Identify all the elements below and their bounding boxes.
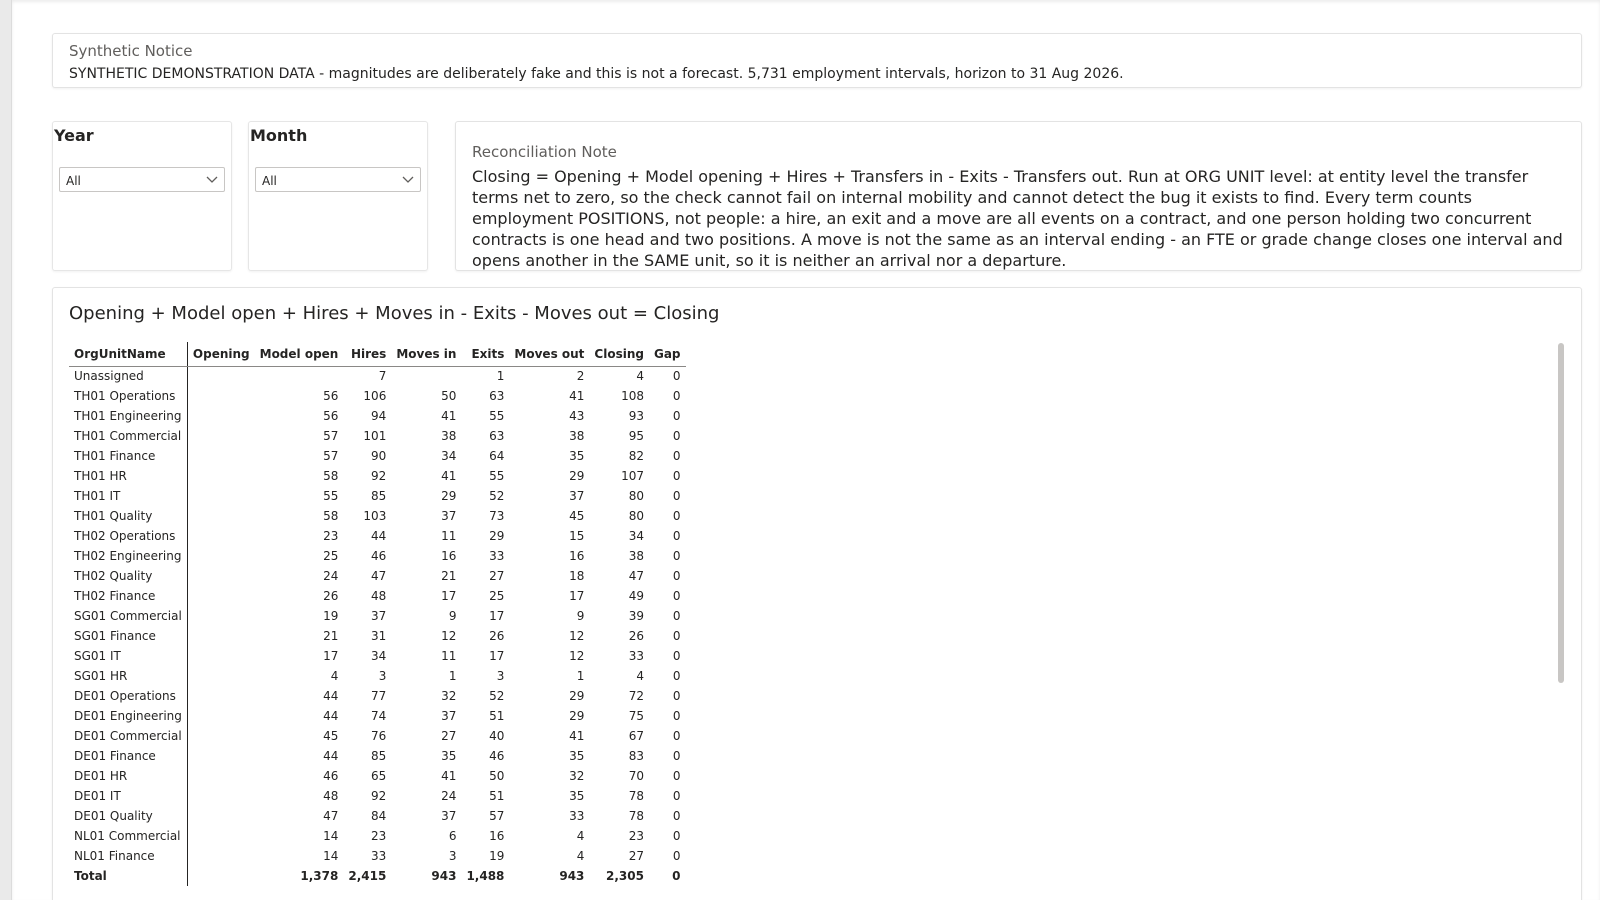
table-cell: 0: [672, 609, 681, 623]
table-cell: [187, 866, 254, 886]
month-dropdown-value: All: [262, 174, 277, 188]
table-cell: NL01 Finance: [69, 846, 187, 866]
table-cell: [187, 606, 254, 626]
table-cell: 25: [489, 589, 505, 603]
table-cell: 1,488: [466, 869, 505, 883]
table-cell: 0: [672, 769, 681, 783]
table-cell: DE01 Finance: [69, 746, 187, 766]
table-cell: [187, 706, 254, 726]
report-canvas: [11, 0, 1600, 900]
table-cell: 94: [371, 409, 387, 423]
table-cell: [187, 506, 254, 526]
table-cell: 0: [672, 529, 681, 543]
table-cell: 21: [323, 629, 339, 643]
table-row: [69, 566, 686, 586]
table-cell: 17: [441, 589, 457, 603]
table-cell: 16: [441, 549, 457, 563]
table-cell: 0: [672, 869, 681, 883]
table-cell: DE01 Operations: [69, 686, 187, 706]
table-cell: 6: [448, 829, 457, 843]
table-cell: 0: [672, 849, 681, 863]
table-cell: 21: [441, 569, 457, 583]
table-cell: SG01 HR: [69, 666, 187, 686]
table-cell: 0: [672, 409, 681, 423]
month-slicer: [248, 121, 428, 271]
year-slicer: [52, 121, 232, 271]
table-cell: [187, 666, 254, 686]
table-cell: 0: [672, 369, 681, 384]
reconciliation-note-card: [455, 121, 1582, 271]
table-row: [69, 386, 686, 406]
table-cell: 29: [569, 709, 585, 723]
table-cell: 16: [569, 549, 585, 563]
table-cell: [187, 766, 254, 786]
table-cell: 27: [489, 569, 505, 583]
reconciliation-title: Reconciliation Note: [472, 143, 617, 161]
chevron-down-icon: [402, 175, 414, 185]
table-cell: 23: [628, 829, 644, 843]
table-cell: TH01 HR: [69, 466, 187, 486]
table-cell: 35: [569, 789, 585, 803]
table-cell: 50: [489, 769, 505, 783]
table-cell: SG01 IT: [69, 646, 187, 666]
table-cell: [187, 526, 254, 546]
table-cell: 55: [323, 489, 339, 503]
table-cell: [187, 746, 254, 766]
table-cell: 2,415: [348, 869, 387, 883]
table-cell: [255, 366, 344, 386]
column-header[interactable]: OrgUnitName: [69, 342, 187, 366]
table-cell: 17: [569, 589, 585, 603]
month-slicer-title: Month: [250, 126, 308, 145]
column-header[interactable]: Opening: [187, 342, 254, 366]
chevron-down-icon: [206, 175, 218, 185]
table-cell: TH02 Operations: [69, 526, 187, 546]
table-cell: 55: [489, 469, 505, 483]
table-cell: 40: [489, 729, 505, 743]
table-row: [69, 366, 686, 386]
table-cell: 44: [371, 529, 387, 543]
table-cell: 1: [496, 369, 505, 384]
notice-title: Synthetic Notice: [69, 42, 193, 60]
table-cell: [187, 826, 254, 846]
table-cell: 3: [378, 669, 387, 683]
table-cell: 33: [489, 549, 505, 563]
table-cell: 18: [569, 569, 585, 583]
table-cell: 9: [448, 609, 457, 623]
table-cell: 56: [323, 389, 339, 403]
table-cell: 35: [569, 749, 585, 763]
table-cell: 4: [576, 829, 585, 843]
table-cell: 0: [672, 789, 681, 803]
table-row: [69, 726, 686, 746]
reconciliation-text: Closing = Opening + Model opening + Hires + Transfers in - Exits - Transfers out. Run at ORG UNIT level: at entity level the transfer terms net to zero, so the check cannot fail on internal mobility and cannot detect the bug it exists to find. Every term counts employment POSITIONS, not people: a hire, an exit and a move are all events on a contract, and one person holding two concurrent contracts is one head and two positions. A move is not the same as an interval ending - an FTE or grade change closes one interval and opens another in the SAME unit, so it is neither an arrival nor a departure.: [472, 167, 1563, 270]
table-cell: 0: [672, 749, 681, 763]
table-row: [69, 646, 686, 666]
table-cell: 7: [378, 369, 387, 384]
table-cell: 32: [441, 689, 457, 703]
table-cell: [187, 806, 254, 826]
table-cell: 943: [431, 869, 457, 883]
table-row: [69, 486, 686, 506]
table-cell: 41: [441, 769, 457, 783]
table-cell: [391, 366, 461, 386]
table-cell: 0: [672, 689, 681, 703]
synthetic-notice-card: [52, 33, 1582, 88]
table-cell: [187, 626, 254, 646]
table-row: [69, 466, 686, 486]
table-cell: 33: [569, 809, 585, 823]
table-cell: 80: [628, 489, 644, 503]
year-dropdown[interactable]: [59, 167, 225, 192]
table-cell: 19: [489, 849, 505, 863]
table-cell: TH01 Finance: [69, 446, 187, 466]
table-cell: 90: [371, 449, 387, 463]
table-cell: 57: [323, 429, 339, 443]
table-cell: 12: [569, 649, 585, 663]
table-cell: DE01 Commercial: [69, 726, 187, 746]
table-cell: 37: [441, 509, 457, 523]
table-cell: [187, 446, 254, 466]
table-cell: 34: [628, 529, 644, 543]
column-header[interactable]: Moves in: [391, 342, 461, 366]
table-cell: 23: [323, 529, 339, 543]
table-row: [69, 746, 686, 766]
table-cell: 27: [441, 729, 457, 743]
table-cell: 95: [628, 429, 644, 443]
table-cell: [187, 846, 254, 866]
table-cell: 80: [628, 509, 644, 523]
table-cell: 37: [441, 709, 457, 723]
table-cell: TH01 Commercial: [69, 426, 187, 446]
table-cell: 77: [371, 689, 387, 703]
table-cell: 43: [569, 409, 585, 423]
table-cell: 41: [569, 389, 585, 403]
table-cell: 0: [672, 549, 681, 563]
table-cell: 0: [672, 589, 681, 603]
table-row: [69, 686, 686, 706]
table-row: [69, 706, 686, 726]
table-cell: 47: [628, 569, 644, 583]
table-cell: TH01 IT: [69, 486, 187, 506]
table-cell: 92: [371, 469, 387, 483]
table-cell: 55: [489, 409, 505, 423]
table-row: [69, 446, 686, 466]
table-cell: 44: [323, 689, 339, 703]
table-cell: DE01 Engineering: [69, 706, 187, 726]
table-cell: 83: [628, 749, 644, 763]
table-cell: 17: [489, 609, 505, 623]
table-cell: 52: [489, 489, 505, 503]
table-title: Opening + Model open + Hires + Moves in - Exits - Moves out = Closing: [69, 303, 720, 324]
table-cell: 16: [489, 829, 505, 843]
table-cell: 9: [576, 609, 585, 623]
table-cell: 38: [628, 549, 644, 563]
table-cell: 93: [628, 409, 644, 423]
table-cell: 74: [371, 709, 387, 723]
table-cell: 26: [628, 629, 644, 643]
table-row: [69, 626, 686, 646]
table-cell: 0: [672, 669, 681, 683]
table-cell: TH02 Engineering: [69, 546, 187, 566]
table-cell: [187, 686, 254, 706]
table-cell: 19: [323, 609, 339, 623]
table-cell: 103: [363, 509, 387, 523]
table-cell: 45: [323, 729, 339, 743]
table-cell: 51: [489, 789, 505, 803]
table-cell: 92: [371, 789, 387, 803]
table-cell: 2: [576, 369, 585, 384]
table-cell: 75: [628, 709, 644, 723]
table-cell: 3: [496, 669, 505, 683]
table-row: [69, 426, 686, 446]
table-cell: 47: [371, 569, 387, 583]
table-cell: 76: [371, 729, 387, 743]
table-cell: [187, 566, 254, 586]
table-cell: 44: [323, 709, 339, 723]
column-header[interactable]: Exits: [461, 342, 509, 366]
table-cell: TH02 Quality: [69, 566, 187, 586]
table-cell: 107: [621, 469, 644, 483]
table-cell: SG01 Finance: [69, 626, 187, 646]
column-header[interactable]: Model open: [255, 342, 344, 366]
table-cell: 37: [441, 809, 457, 823]
table-cell: 48: [323, 789, 339, 803]
table-cell: 943: [559, 869, 585, 883]
table-cell: 12: [441, 629, 457, 643]
table-cell: [187, 466, 254, 486]
table-cell: 56: [323, 409, 339, 423]
table-cell: 31: [371, 629, 387, 643]
table-cell: NL01 Commercial: [69, 826, 187, 846]
table-cell: 29: [489, 529, 505, 543]
table-row: [69, 786, 686, 806]
table-row: [69, 606, 686, 626]
table-cell: [187, 366, 254, 386]
table-cell: 84: [371, 809, 387, 823]
table-cell: 29: [569, 469, 585, 483]
table-cell: 26: [323, 589, 339, 603]
table-cell: 0: [672, 649, 681, 663]
table-cell: 34: [441, 449, 457, 463]
table-cell: DE01 Quality: [69, 806, 187, 826]
table-cell: 85: [371, 749, 387, 763]
table-cell: TH01 Engineering: [69, 406, 187, 426]
table-cell: 0: [672, 629, 681, 643]
table-cell: 39: [628, 609, 644, 623]
table-cell: 41: [441, 469, 457, 483]
table-row: [69, 806, 686, 826]
table-cell: 44: [323, 749, 339, 763]
table-cell: 34: [371, 649, 387, 663]
table-cell: 38: [569, 429, 585, 443]
table-cell: 11: [441, 529, 457, 543]
table-cell: 78: [628, 789, 644, 803]
table-cell: 17: [323, 649, 339, 663]
table-cell: [187, 786, 254, 806]
table-cell: 58: [323, 469, 339, 483]
table-cell: 101: [363, 429, 387, 443]
column-header[interactable]: Gap: [649, 342, 686, 366]
table-row: [69, 406, 686, 426]
notice-text: SYNTHETIC DEMONSTRATION DATA - magnitudes are deliberately fake and this is not a forecast. 5,731 employment intervals, horizon to 31 Aug 2026.: [69, 66, 1124, 82]
table-cell: 48: [371, 589, 387, 603]
table-cell: 4: [330, 669, 339, 683]
table-cell: DE01 HR: [69, 766, 187, 786]
table-cell: 14: [323, 829, 339, 843]
table-row: [69, 526, 686, 546]
table-row: [69, 766, 686, 786]
table-cell: 67: [628, 729, 644, 743]
table-cell: TH01 Operations: [69, 386, 187, 406]
table-cell: 65: [371, 769, 387, 783]
column-header[interactable]: Closing: [589, 342, 649, 366]
table-cell: 29: [441, 489, 457, 503]
table-cell: 35: [441, 749, 457, 763]
table-row: [69, 506, 686, 526]
column-header[interactable]: Hires: [343, 342, 391, 366]
table-cell: 37: [569, 489, 585, 503]
table-cell: 1,378: [300, 869, 339, 883]
table-cell: 15: [569, 529, 585, 543]
table-cell: 0: [672, 389, 681, 403]
table-row: [69, 846, 686, 866]
table-cell: 26: [489, 629, 505, 643]
table-cell: [187, 546, 254, 566]
table-cell: 0: [672, 509, 681, 523]
table-cell: 1: [576, 669, 585, 683]
table-cell: TH01 Quality: [69, 506, 187, 526]
table-cell: 57: [323, 449, 339, 463]
table-cell: 35: [569, 449, 585, 463]
year-dropdown-value: All: [66, 174, 81, 188]
table-cell: [187, 426, 254, 446]
table-cell: 37: [371, 609, 387, 623]
table-cell: 78: [628, 809, 644, 823]
table-cell: 0: [672, 429, 681, 443]
table-cell: 0: [672, 449, 681, 463]
table-cell: 14: [323, 849, 339, 863]
table-cell: 3: [448, 849, 457, 863]
table-cell: 108: [621, 389, 644, 403]
table-cell: 58: [323, 509, 339, 523]
table-cell: 24: [441, 789, 457, 803]
table-row: [69, 586, 686, 606]
table-cell: 2,305: [606, 869, 644, 883]
table-cell: 82: [628, 449, 644, 463]
table-cell: 33: [371, 849, 387, 863]
table-cell: [187, 386, 254, 406]
table-cell: 11: [441, 649, 457, 663]
table-cell: Unassigned: [69, 366, 187, 386]
month-dropdown[interactable]: [255, 167, 421, 192]
table-cell: DE01 IT: [69, 786, 187, 806]
table-cell: 29: [569, 689, 585, 703]
reconciliation-table-wrapper: [69, 342, 686, 886]
table-cell: 38: [441, 429, 457, 443]
table-cell: 25: [323, 549, 339, 563]
table-cell: [187, 726, 254, 746]
reconciliation-table: [69, 342, 686, 886]
table-cell: 47: [323, 809, 339, 823]
vertical-scrollbar[interactable]: [1558, 343, 1564, 683]
table-cell: 85: [371, 489, 387, 503]
table-cell: 24: [323, 569, 339, 583]
table-cell: 64: [489, 449, 505, 463]
year-slicer-title: Year: [54, 126, 94, 145]
table-cell: 49: [628, 589, 644, 603]
table-cell: 33: [628, 649, 644, 663]
table-cell: 63: [489, 429, 505, 443]
table-cell: 63: [489, 389, 505, 403]
table-row: [69, 666, 686, 686]
table-body: [69, 366, 686, 886]
table-cell: SG01 Commercial: [69, 606, 187, 626]
table-cell: 1: [448, 669, 457, 683]
table-cell: 0: [672, 469, 681, 483]
table-cell: [187, 646, 254, 666]
table-header-row: [69, 342, 686, 366]
table-cell: 23: [371, 829, 387, 843]
table-cell: 12: [569, 629, 585, 643]
table-cell: 4: [576, 849, 585, 863]
table-cell: 27: [628, 849, 644, 863]
table-cell: 41: [441, 409, 457, 423]
table-cell: 46: [371, 549, 387, 563]
table-cell: 17: [489, 649, 505, 663]
table-cell: 72: [628, 689, 644, 703]
table-cell: 0: [672, 569, 681, 583]
table-cell: 0: [672, 829, 681, 843]
table-cell: [187, 406, 254, 426]
table-cell: 0: [672, 809, 681, 823]
table-cell: 4: [636, 669, 644, 683]
table-cell: 45: [569, 509, 585, 523]
table-cell: 46: [323, 769, 339, 783]
table-cell: 41: [569, 729, 585, 743]
table-cell: 51: [489, 709, 505, 723]
table-cell: 106: [363, 389, 387, 403]
table-cell: 0: [672, 729, 681, 743]
table-cell: 0: [672, 709, 681, 723]
table-cell: 32: [569, 769, 585, 783]
table-cell: TH02 Finance: [69, 586, 187, 606]
table-cell: 70: [628, 769, 644, 783]
table-cell: 50: [441, 389, 457, 403]
table-row: [69, 826, 686, 846]
table-cell: 0: [672, 489, 681, 503]
table-cell: 46: [489, 749, 505, 763]
table-cell: 57: [489, 809, 505, 823]
table-row: [69, 546, 686, 566]
column-header[interactable]: Moves out: [509, 342, 589, 366]
table-cell: [187, 486, 254, 506]
table-cell: 4: [636, 369, 644, 384]
table-cell: [187, 586, 254, 606]
reconciliation-table-card: [52, 287, 1582, 900]
table-total-row: [69, 866, 686, 886]
table-cell: Total: [69, 866, 187, 886]
table-cell: 73: [489, 509, 505, 523]
table-cell: 52: [489, 689, 505, 703]
